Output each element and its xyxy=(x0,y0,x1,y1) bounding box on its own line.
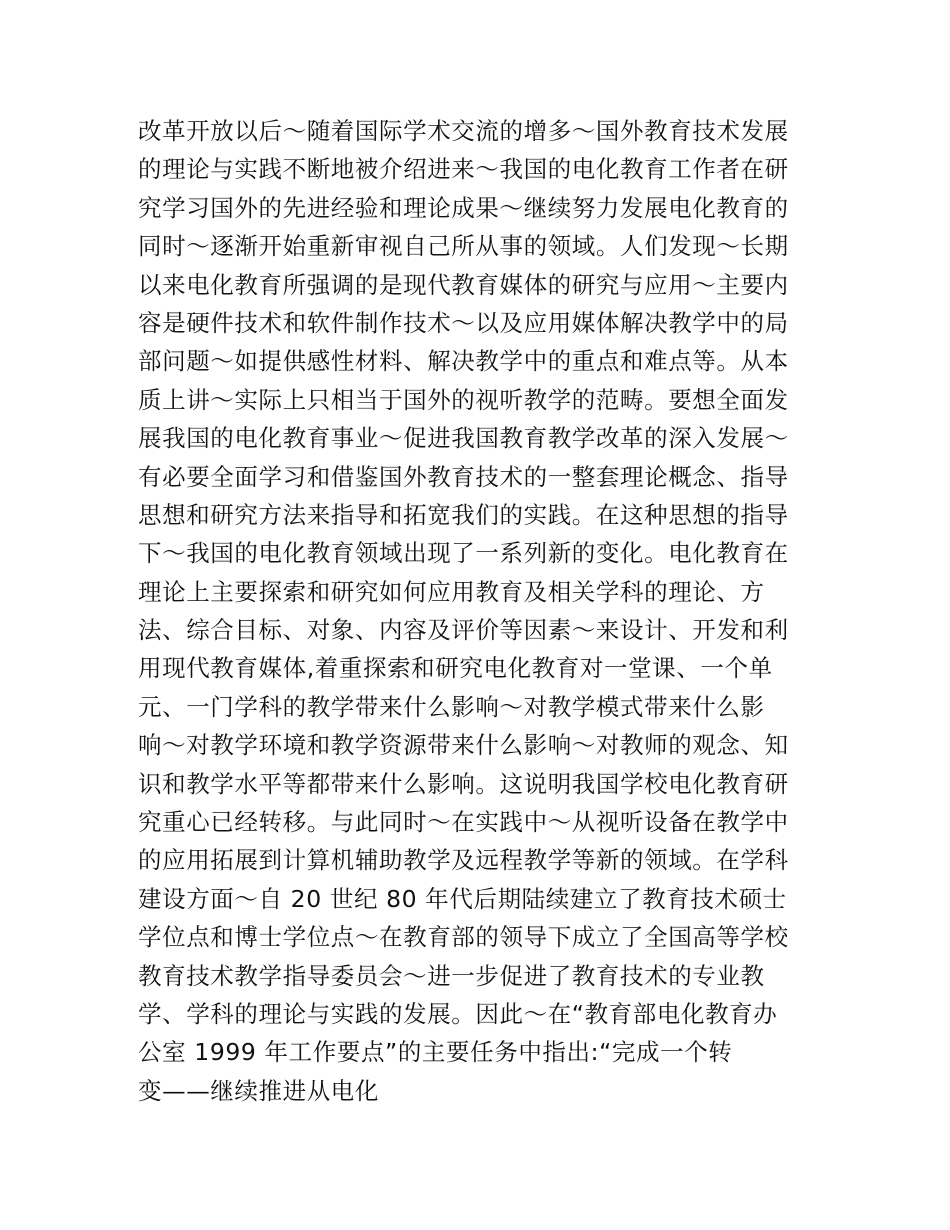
text-line: 质上讲～实际上只相当于国外的视听教学的范畴。要想全面发 xyxy=(138,385,789,414)
text-line: 以来电化教育所强调的是现代教育媒体的研究与应用～主要内 xyxy=(138,270,789,299)
text-line: 理论上主要探索和研究如何应用教育及相关学科的理论、方 xyxy=(138,577,765,606)
body-paragraph xyxy=(138,112,818,1110)
text-line: 下～我国的电化教育领域出现了一系列新的变化。电化教育在 xyxy=(138,539,789,568)
text-line: 识和教学水平等都带来什么影响。这说明我国学校电化教育研 xyxy=(138,769,789,798)
text-line: 究重心已经转移。与此同时～在实践中～从视听设备在教学中 xyxy=(138,808,789,837)
text-line: 的应用拓展到计算机辅助教学及远程教学等新的领域。在学科 xyxy=(138,846,789,875)
text-line: 容是硬件技术和软件制作技术～以及应用媒体解决教学中的局 xyxy=(138,308,789,337)
text-line: 变——继续推进从电化 xyxy=(138,1076,379,1105)
text-line: 响～对教学环境和教学资源带来什么影响～对教师的观念、知 xyxy=(138,731,789,760)
text-line: 改革开放以后～随着国际学术交流的增多～国外教育技术发展 xyxy=(138,117,789,145)
text-line: 思想和研究方法来指导和拓宽我们的实践。在这种思想的指导 xyxy=(138,500,789,529)
text-line: 建设方面～自 20 世纪 80 年代后期陆续建立了教育技术硕士 xyxy=(138,884,787,913)
text-line: 教育技术教学指导委员会～进一步促进了教育技术的专业教 xyxy=(138,961,765,990)
text-line: 展我国的电化教育事业～促进我国教育教学改革的深入发展～ xyxy=(138,424,789,453)
text-line: 同时～逐渐开始重新审视自己所从事的领域。人们发现～长期 xyxy=(138,232,789,261)
text-line: 的理论与实践不断地被介绍进来～我国的电化教育工作者在研 xyxy=(138,155,789,184)
text-line: 公室 1999 年工作要点”的主要任务中指出:“完成一个转 xyxy=(138,1038,733,1067)
text-line: 部问题～如提供感性材料、解决教学中的重点和难点等。从本 xyxy=(138,347,789,376)
text-line: 究学习国外的先进经验和理论成果～继续努力发展电化教育的 xyxy=(138,193,789,222)
text-line: 元、一门学科的教学带来什么影响～对教学模式带来什么影 xyxy=(138,692,765,721)
text-line: 有必要全面学习和借鉴国外教育技术的一整套理论概念、指导 xyxy=(138,462,789,491)
text-line: 用现代教育媒体,着重探索和研究电化教育对一堂课、一个单 xyxy=(138,654,773,683)
text-line: 学位点和博士学位点～在教育部的领导下成立了全国高等学校 xyxy=(138,923,789,952)
text-line: 法、综合目标、对象、内容及评价等因素～来设计、开发和利 xyxy=(138,616,789,645)
text-line: 学、学科的理论与实践的发展。因此～在“教育部电化教育办 xyxy=(138,999,778,1028)
